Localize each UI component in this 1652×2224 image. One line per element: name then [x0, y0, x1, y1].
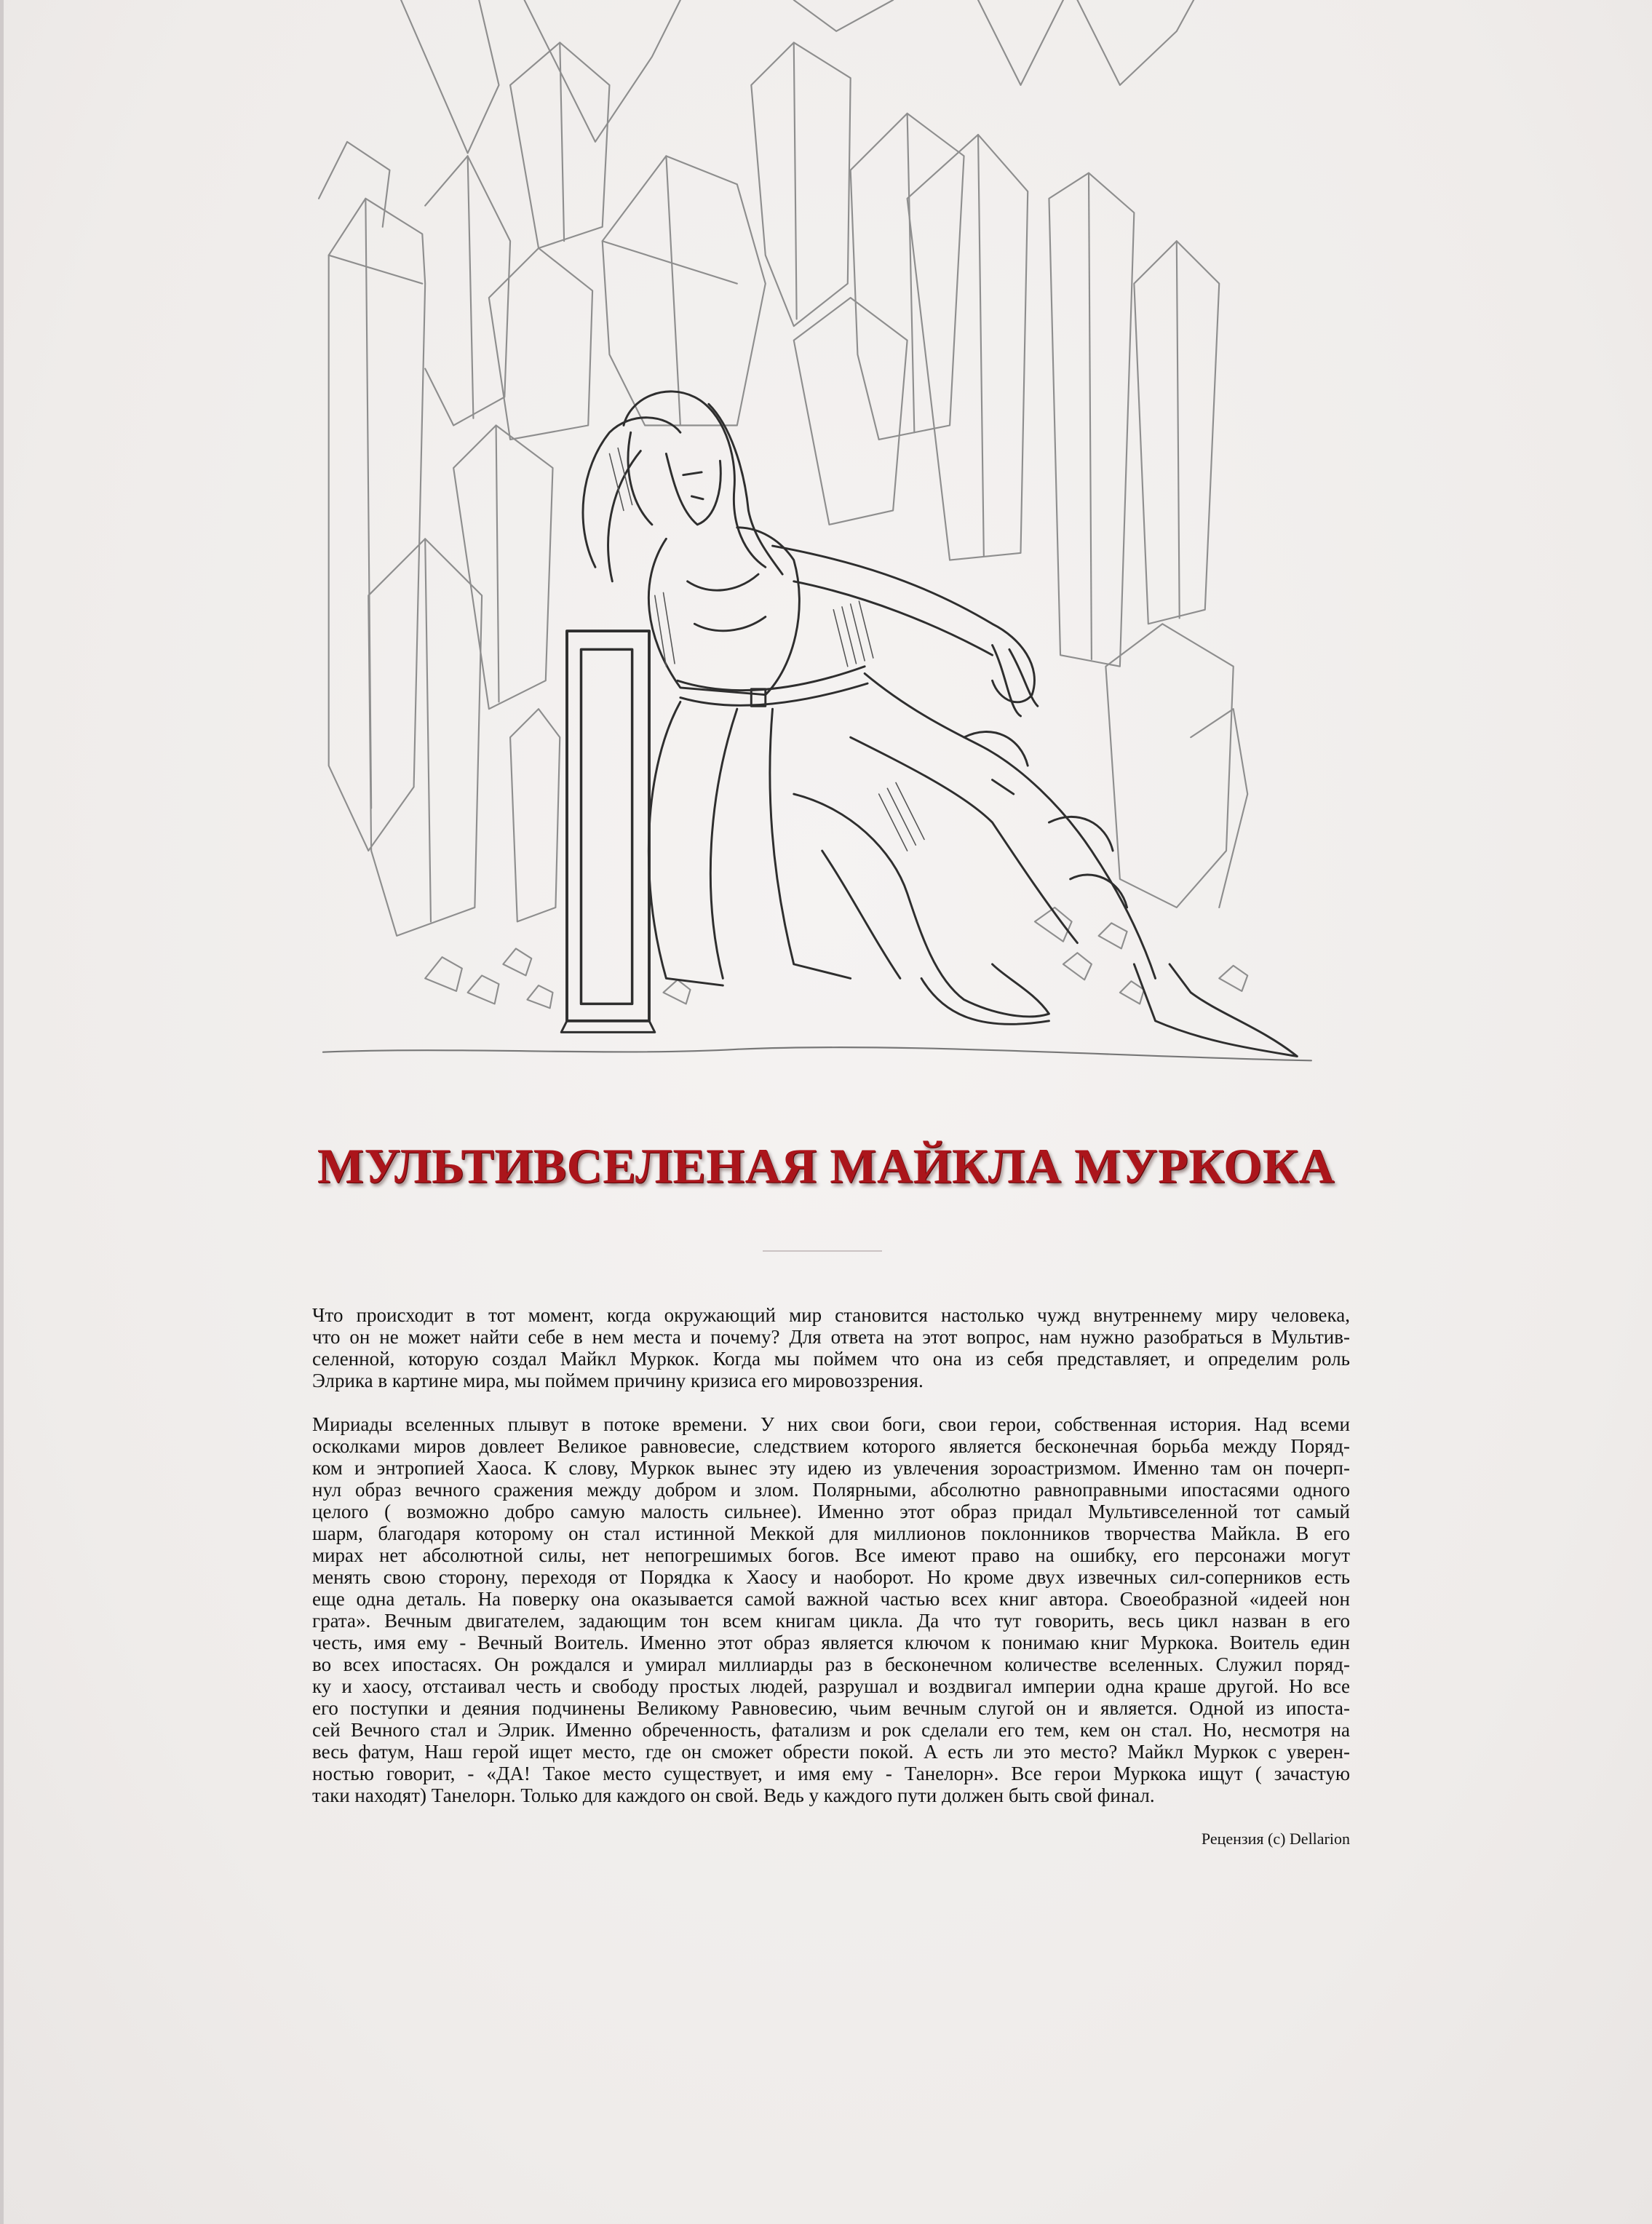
seated-figure: [583, 392, 1297, 1057]
text-line: весь фатум, Наш герой ищет место, где он сможет обрести покой. А есть ли это место? Майкл Муркок с уверен-: [312, 1741, 1350, 1763]
text-line: во всех ипостасях. Он рождался и умирал миллиарды раз в бесконечном количестве вселенных. Служил поряд-: [312, 1653, 1350, 1675]
text-line: менять свою сторону, переходя от Порядка к Хаосу и наоборот. Но кроме двух извечных сил-соперников есть: [312, 1566, 1350, 1588]
throne-sketch-illustration: [314, 0, 1314, 1071]
rubble-stones: [425, 908, 1247, 1008]
text-line: ку и хаосу, отстаивал честь и свободу простых людей, разрушал и воздвигал империи одна краше другой. Но все: [312, 1675, 1350, 1697]
text-line: ком и энтропией Хаоса. К слову, Муркок вынес эту идею из увлечения зороастризмом. Именно там он почерп-: [312, 1457, 1350, 1479]
shading-hatches: [609, 448, 924, 851]
text-line: честь, имя ему - Вечный Воитель. Именно этот образ является ключом к понимаю книг Муркока. Воитель един: [312, 1632, 1350, 1653]
text-line: целого ( возможно добро самую малость сильнее). Именно этот образ придал Мультивселенной тот самый: [312, 1501, 1350, 1522]
text-line: сей Вечного стал и Элрик. Именно обреченность, фатализм и рок сделали его тем, кем он стал. Но, несмотря на: [312, 1719, 1350, 1741]
text-line: шарм, благодаря которому он стал истинной Меккой для миллионов поклонников творчества Майкла. В его: [312, 1522, 1350, 1544]
review-text: [312, 1304, 1350, 1848]
text-line: ностью говорит, - «ДА! Такое место существует, и имя ему - Танелорн». Все герои Муркока ищут ( зачастую: [312, 1763, 1350, 1784]
page-edge: [0, 0, 4, 2224]
text-line: Элрика в картине мира, мы поймем причину кризиса его мировоззрения.: [312, 1370, 924, 1391]
crystal-throne: [319, 0, 1247, 936]
title-divider: [763, 1250, 882, 1252]
text-line: его поступки и деяния подчинены Великому Равновесию, чьим вечным слугой он и является. Одной из ипоста-: [312, 1697, 1350, 1719]
text-line: Что происходит в тот момент, когда окружающий мир становится настолько чужд внутреннему миру человека,: [312, 1304, 1350, 1326]
review-signature: Рецензия (c) Dellarion: [1201, 1830, 1350, 1848]
text-line: селенной, которую создал Майкл Муркок. Когда мы поймем что она из себя представляет, и определим роль: [312, 1348, 1350, 1370]
text-line: нул образ вечного сражения между добром и злом. Полярными, абсолютно равноправными ипостасями одного: [312, 1479, 1350, 1501]
text-line: что он не может найти себе в нем места и почему? Для ответа на этот вопрос, нам нужно разобраться в Мультив-: [312, 1326, 1350, 1348]
text-line: мирах нет абсолютной силы, нет непогрешимых богов. Все имеют право на ошибку, его персонажи могут: [312, 1544, 1350, 1566]
text-line: грата». Вечным двигателем, задающим тон всем книгам цикла. Да что тут говорить, весь цикл назван в его: [312, 1610, 1350, 1632]
ground-line: [323, 1047, 1311, 1060]
stone-pedestal: [561, 631, 655, 1032]
text-line: Мириады вселенных плывут в потоке времени. У них свои боги, свои герои, собственная история. Над всеми: [312, 1413, 1350, 1435]
text-line: таки находят) Танелорн. Только для каждого он свой. Ведь у каждого пути должен быть свой финал.: [312, 1784, 1155, 1806]
paragraph-2: [312, 1413, 1350, 1806]
text-line: еще одна деталь. На поверку она оказывается самой важной частью всех книг автора. Своеобразной «идеей нон: [312, 1588, 1350, 1610]
text-line: осколками миров довлеет Великое равновесие, следствием которого является бесконечная борьба между Поряд-: [312, 1435, 1350, 1457]
page-title: МУЛЬТИВСЕЛЕНАЯ МАЙКЛА МУРКОКА: [317, 1138, 1335, 1194]
paragraph-1: [312, 1304, 1350, 1391]
